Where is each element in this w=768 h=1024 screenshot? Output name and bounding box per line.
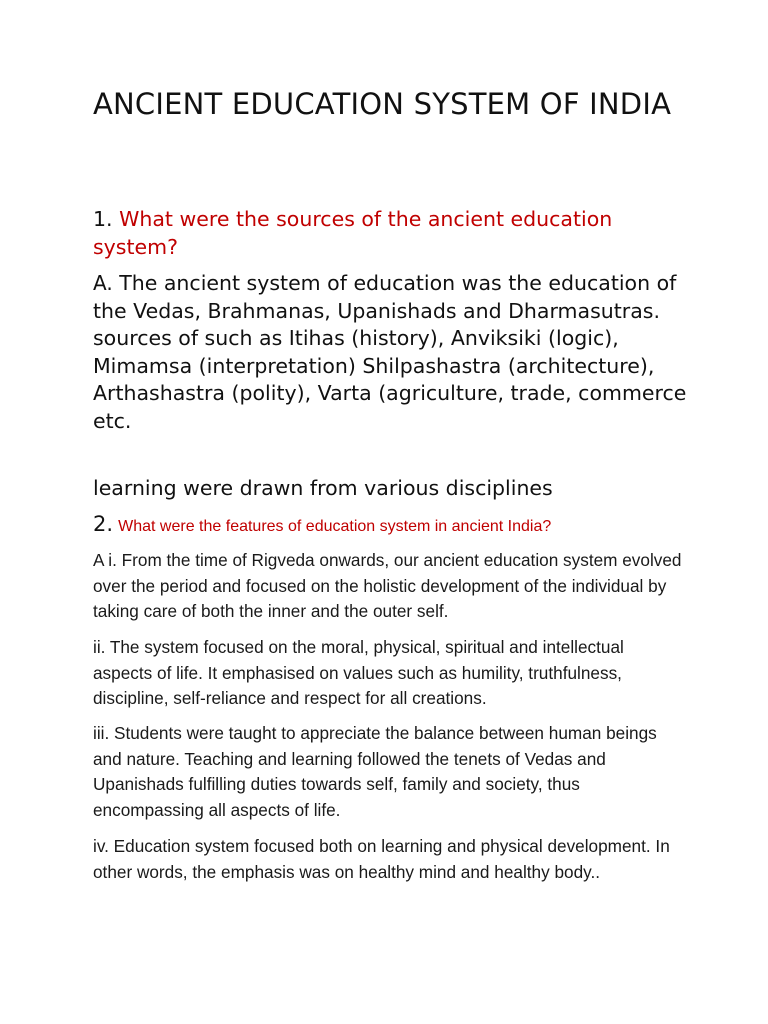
question-1-text: What were the sources of the ancient education system? xyxy=(93,207,613,259)
document-title: ANCIENT EDUCATION SYSTEM OF INDIA xyxy=(93,87,672,121)
question-2-number: 2. xyxy=(93,512,114,536)
answer-2-paragraph-1: A i. From the time of Rigveda onwards, our ancient education system evolved over the period and focused on the holistic development of the individual by taking care of both the inner and the outer self. xyxy=(93,550,682,621)
question-1 xyxy=(93,205,693,261)
question-1-number: 1. xyxy=(93,207,113,231)
question-2 xyxy=(93,510,713,541)
answer-1-label: A. xyxy=(93,271,113,295)
question-2-text: What were the features of education system in ancient India? xyxy=(118,518,552,535)
answer-2-paragraph-2: ii. The system focused on the moral, physical, spiritual and intellectual aspects of life. It emphasised on values such as humility, truthfulness, discipline, self-reliance and respect for all creations. xyxy=(93,637,624,708)
answer-1-continuation: learning were drawn from various disciplines xyxy=(93,476,553,500)
answer-1-text: The ancient system of education was the education of the Vedas, Brahmanas, Upanishads and Dharmasutras. sources of such as Itihas (history), Anviksiki (logic), Mimamsa (interpretation) Shilpashastra (architecture), Arthashastra (polity), Varta (agriculture, trade, commerce etc. xyxy=(93,271,687,433)
answer-2-paragraph-4: iv. Education system focused both on learning and physical development. In other words, the emphasis was on healthy mind and healthy body.. xyxy=(93,836,670,882)
answer-2-paragraph-3: iii. Students were taught to appreciate the balance between human beings and nature. Teaching and learning followed the tenets of Vedas and Upanishads fulfilling duties towards self, family and society, thus encompassing all aspects of life. xyxy=(93,723,657,820)
answer-1 xyxy=(93,270,693,435)
